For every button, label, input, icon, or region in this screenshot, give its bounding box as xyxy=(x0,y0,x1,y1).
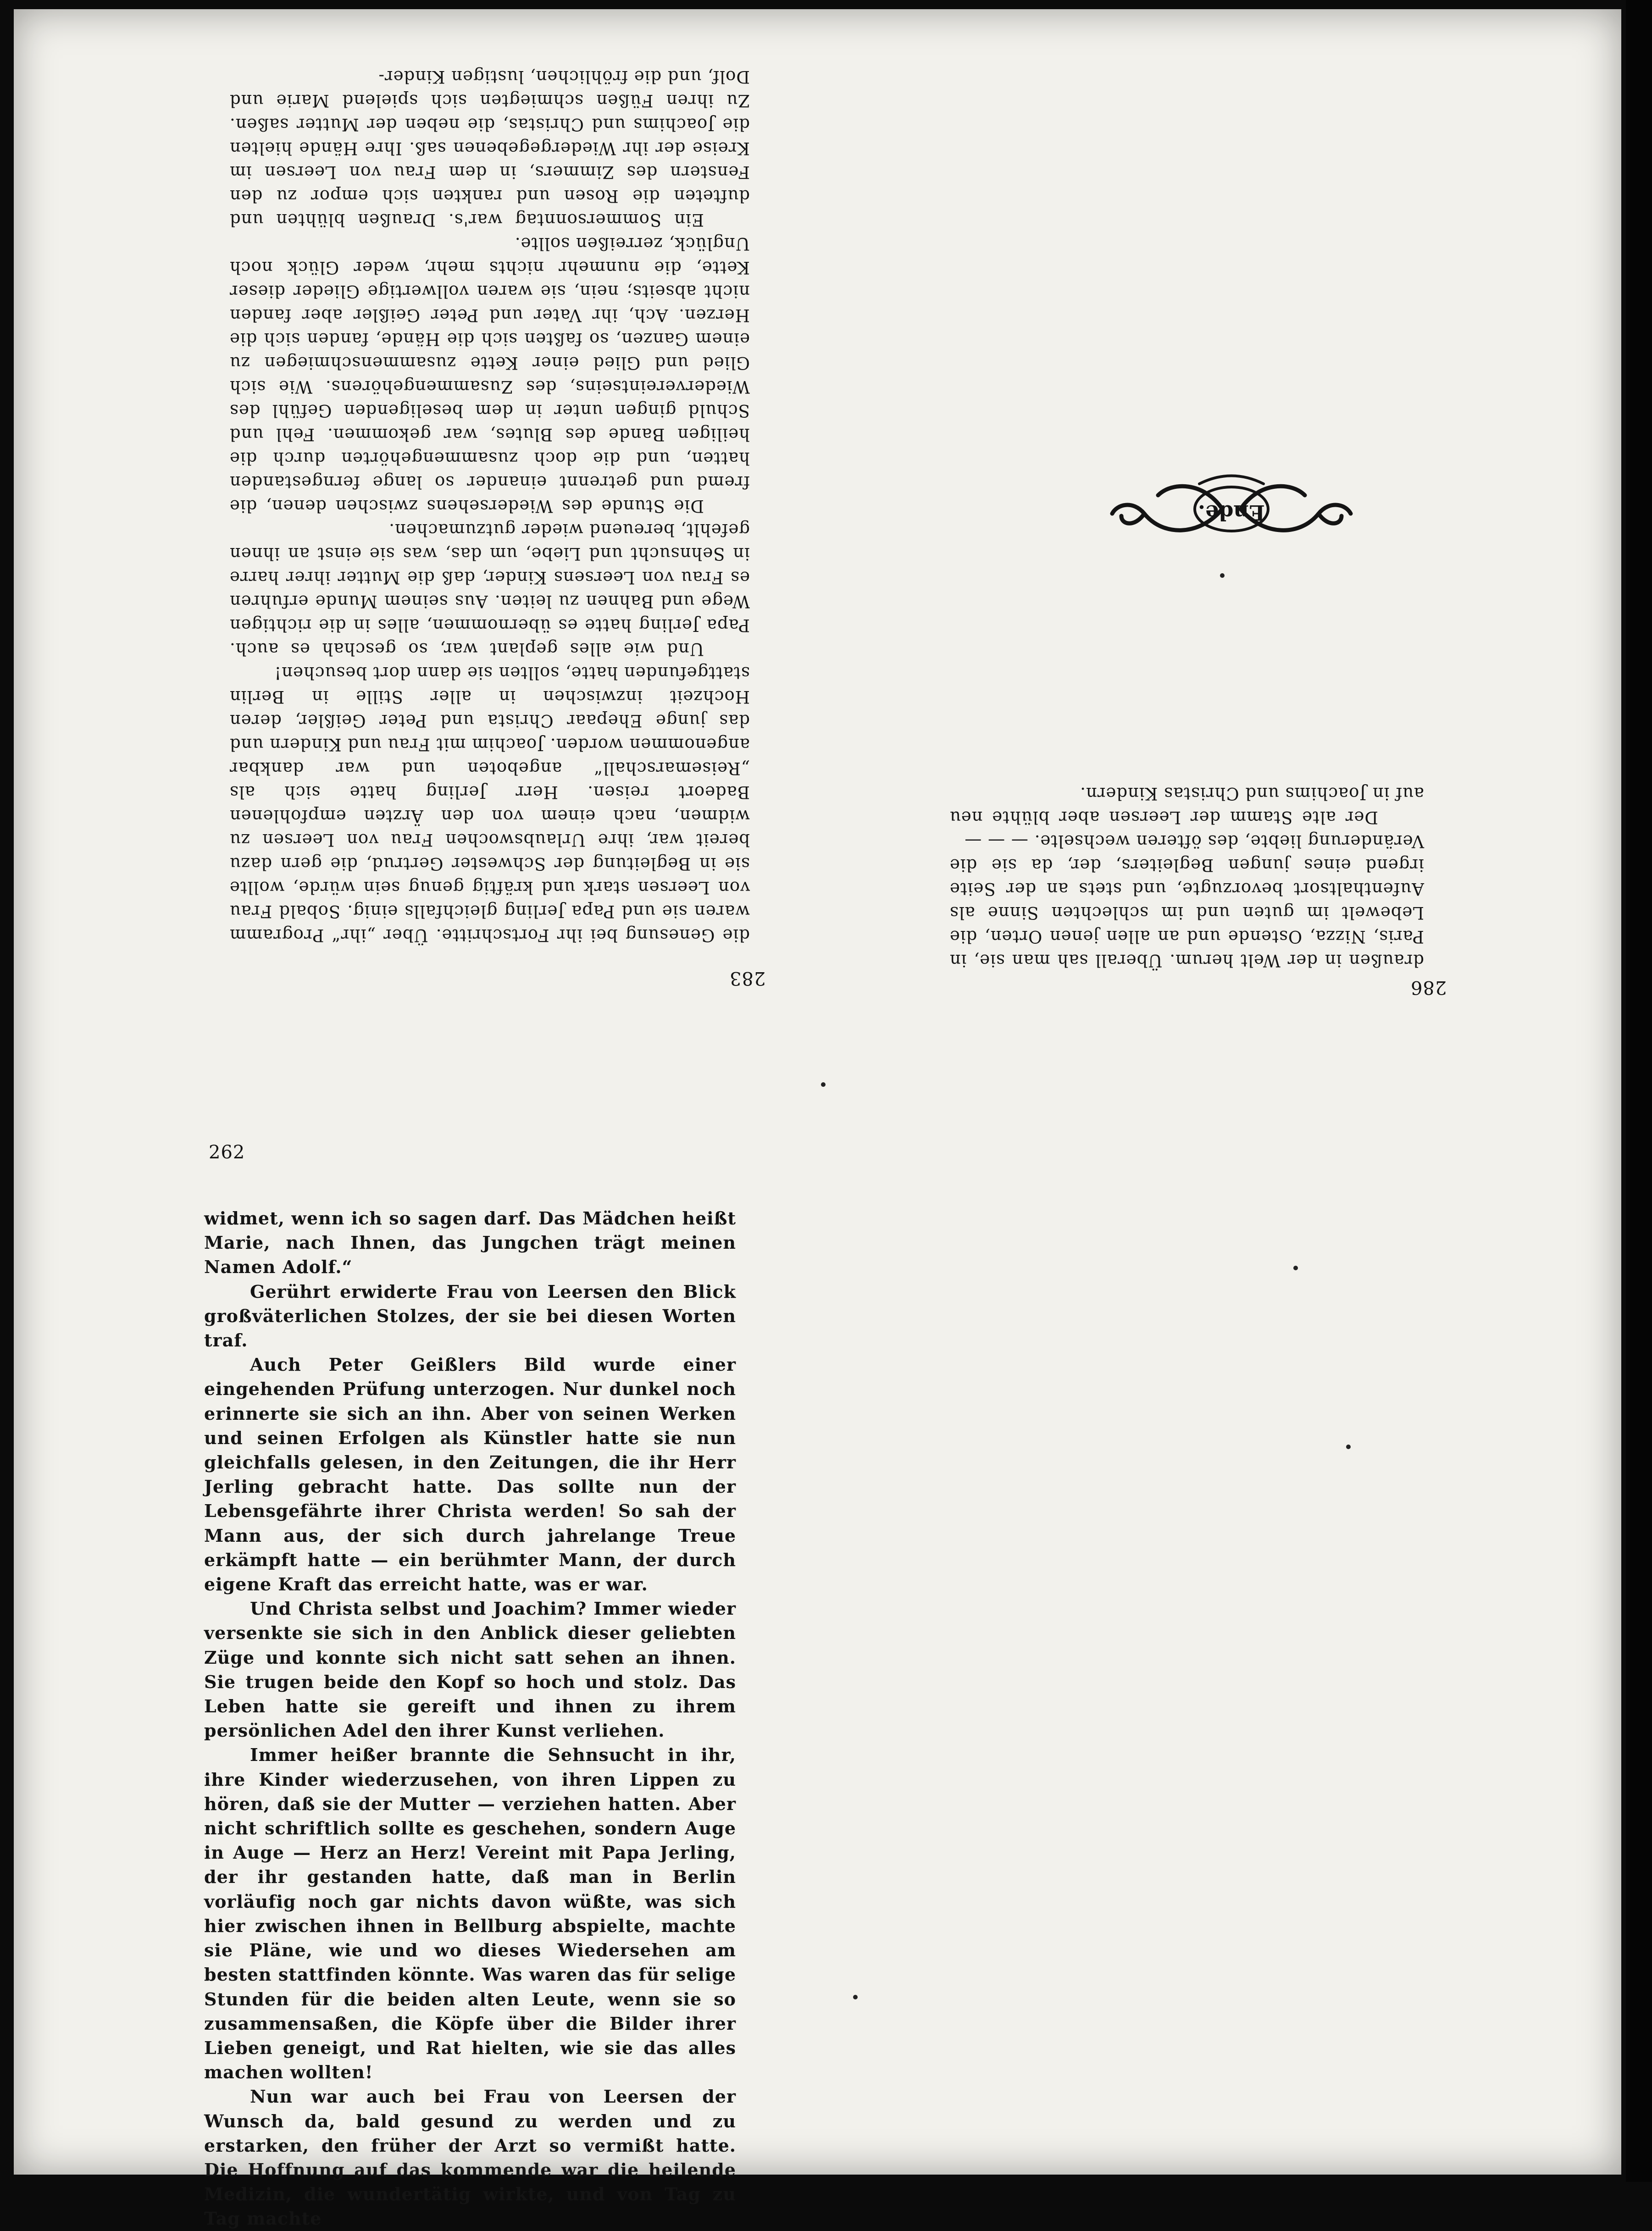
ende-label: Ende. xyxy=(1198,500,1265,525)
page-286-paragraph: draußen in der Welt herum. Überall sah man sie, in Paris, Nizza, Ostende und an allen jenen Orten, die Lebewelt im guten und im schlechten Sinne als Aufenthaltsort bevorzugte, und stets an der Seite irgend eines jungen Begleiters, der, da sie die Veränderung liebte, des öfteren wechselte. — — — xyxy=(949,831,1424,970)
page-262-paragraph: Gerührt erwiderte Frau von Leersen den Blick großväterlichen Stolzes, der sie bei diesen Worten traf. xyxy=(204,1281,736,1351)
page-283-paragraph: Ein Sommersonntag war's. Draußen blühten und dufteten die Rosen und rankten sich empor zu den Fenstern des Zimmers, in dem Frau von Leersen im Kreise der ihr Wiedergegebenen saß. Ihre Hände hielten die Joachims und Christas, die neben der Mutter saßen. Zu ihren Füßen schmiegten sich spielend Marie und Dolf, und die fröhlichen, lustigen Kinder- xyxy=(229,67,750,230)
page-283-number: 283 xyxy=(729,968,766,989)
page-262-paragraph: Immer heißer brannte die Sehnsucht in ihr, ihre Kinder wiederzusehen, von ihren Lippen zu hören, daß sie der Mutter — verziehen hatten. Aber nicht schriftlich sollte es geschehen, sondern Auge in Auge — Herz an Herz! Vereint mit Papa Jerling, der ihr gestanden hatte, daß man in Berlin vorläufig noch gar nichts davon wüßte, was sich hier zwischen ihnen in Bellburg abspielte, machte sie Pläne, wie und wo dieses Wiedersehen am besten stattfinden könnte. Was waren das für selige Stunden für die beiden alten Leute, wenn sie so zusammensaßen, die Köpfe über die Bilder ihrer Lieben geneigt, und Rat hielten, wie sie das alles machen wollten! xyxy=(204,1744,736,2083)
page-283-paragraph: die Genesung bei ihr Fortschritte. Über „ihr“ Programm waren sie und Papa Jerling gleichfalls einig. Sobald Frau von Leersen stark und kräftig genug sein würde, wollte sie in Begleitung der Schwester Gertrud, die gern dazu bereit war, ihre Urlaubswochen Frau von Leersen zu widmen, nach einem von den Ärzten empfohlenen Badeort reisen. Herr Jerling hatte sich als „Reisemarschall“ angeboten und war dankbar angenommen worden. Joachim mit Frau und Kindern und das junge Ehepaar Christa und Peter Geißler, deren Hochzeit inzwischen in aller Stille in Berlin stattgefunden hatte, sollten sie dann dort besuchen! xyxy=(229,663,750,945)
page-262-paragraph: widmet, wenn ich so sagen darf. Das Mädchen heißt Marie, nach Ihnen, das Jungchen trägt meinen Namen Adolf.“ xyxy=(204,1208,736,1278)
ornament-bottom-flourish xyxy=(1199,476,1264,484)
dust-speck xyxy=(1293,1266,1298,1270)
page-286-paragraph: Der alte Stamm der Leersen aber blühte neu auf in Joachims und Christas Kindern. xyxy=(949,784,1424,827)
dust-speck xyxy=(853,1995,858,1999)
page-262-body xyxy=(204,1206,736,2229)
page-286-body xyxy=(949,784,1424,972)
page-283-paragraph: Die Stunde des Wiedersehens zwischen denen, die fremd und getrennt einander so lange ferngestanden hatten, und die doch zusammengehörten durch die heiligen Bande des Blutes, war gekommen. Fehl und Schuld gingen unter in dem beseligenden Gefühl des Wiedervereintseins, des Zusammengehörens. Wie sich Glied und Glied einer Kette zusammenschmiegen zu einem Ganzen, so faßten sich die Hände, fanden sich die Herzen. Ach, ihr Vater und Peter Geißler aber fanden nicht abseits; nein, sie waren vollwertige Glieder dieser Kette, die nunmehr nichts mehr, weder Glück noch Unglück, zerreißen sollte. xyxy=(229,234,750,516)
scanned-sheet xyxy=(14,9,1621,2229)
dust-speck xyxy=(1220,573,1225,578)
ende-ornament xyxy=(1108,463,1355,555)
page-262-paragraph: Nun war auch bei Frau von Leersen der Wunsch da, bald gesund zu werden und zu erstarken, den früher der Arzt so vermißt hatte. Die Hoffnung auf das kommende war die heilende Medizin, die wundertätig wirkte, und von Tag zu Tag machte xyxy=(204,2086,736,2229)
page-283-paragraph: Und wie alles geplant war, so geschah es auch. Papa Jerling hatte es übernommen, alles in die richtigen Wege und Bahnen zu leiten. Aus seinem Munde erfuhren es Frau von Leersens Kinder, daß die Mutter ihrer harre in Sehnsucht und Liebe, um das, was sie einst an ihnen gefehlt, bereuend wieder gutzumachen. xyxy=(229,520,750,659)
dust-speck xyxy=(821,1082,826,1087)
scanner-edge-strip xyxy=(1626,0,1652,2182)
page-262-paragraph: Auch Peter Geißlers Bild wurde einer eingehenden Prüfung unterzogen. Nur dunkel noch erinnerte sie sich an ihn. Aber von seinen Werken und seinen Erfolgen als Künstler hatte sie nun gleichfalls gelesen, in den Zeitungen, die ihr Herr Jerling gebracht hatte. Das sollte nun der Lebensgefährte ihrer Christa werden! So sah der Mann aus, der sich durch jahrelange Treue erkämpft hatte — ein berühmter Mann, der durch eigene Kraft das erreicht hatte, was er war. xyxy=(204,1354,736,1595)
page-283-body xyxy=(229,67,750,947)
page-262-number: 262 xyxy=(209,1142,245,1163)
page-262-paragraph: Und Christa selbst und Joachim? Immer wieder versenkte sie sich in den Anblick dieser geliebten Züge und konnte sich nicht satt sehen an ihnen. Sie trugen beide den Kopf so hoch und stolz. Das Leben hatte sie gereift und ihnen zu ihrem persönlichen Adel den ihrer Kunst verliehen. xyxy=(204,1598,736,1741)
dust-speck xyxy=(1346,1445,1351,1449)
page-286-number: 286 xyxy=(1410,977,1447,998)
